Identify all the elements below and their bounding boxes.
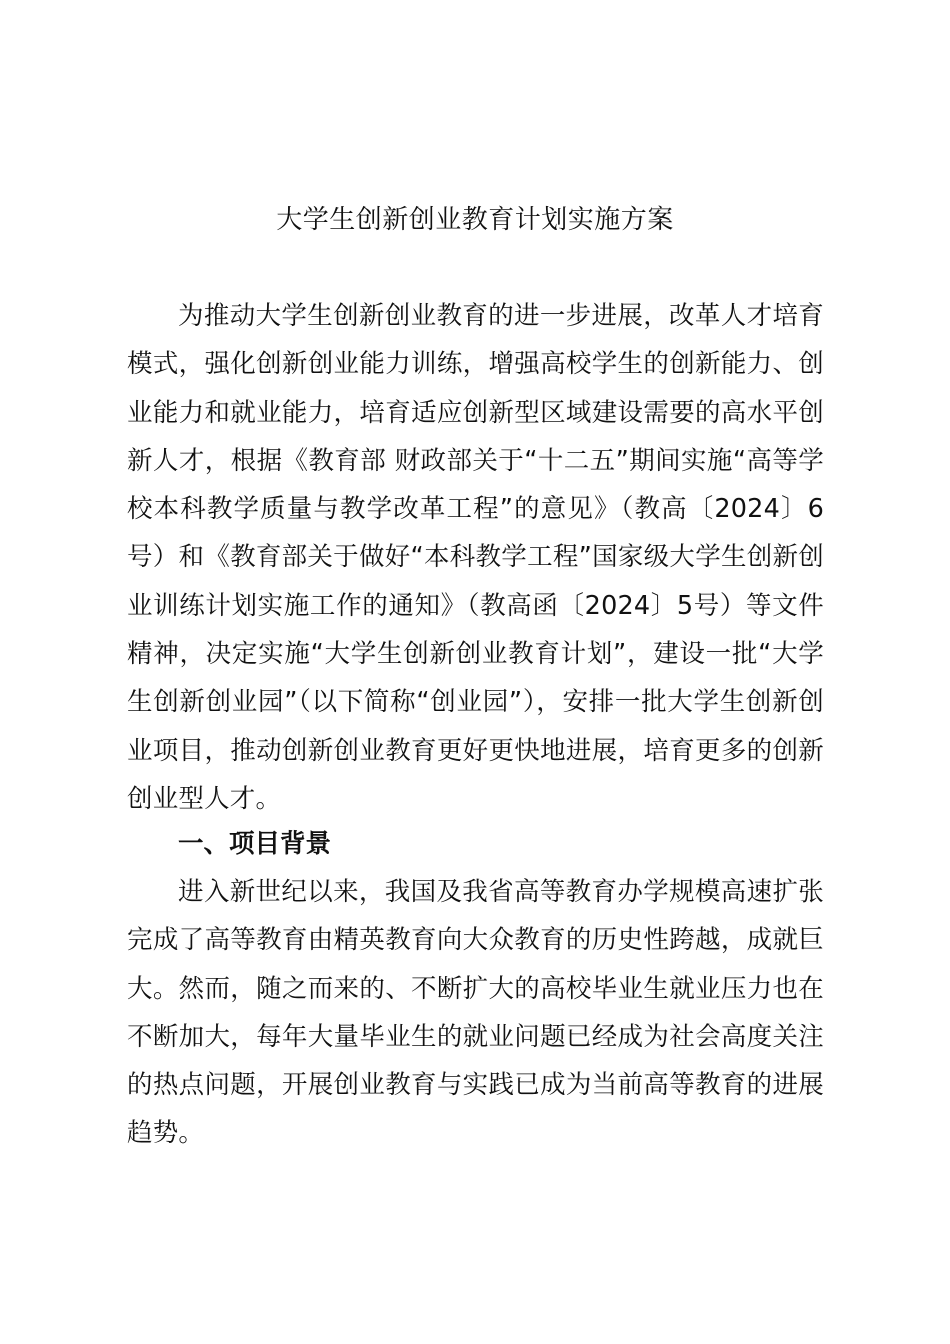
- document-title: 大学生创新创业教育计划实施方案: [276, 205, 674, 235]
- intro-paragraph: 为推动大学生创新创业教育的进一步进展，改革人才培育模式，强化创新创业能力训练，增强高校学生的创新能力、创业能力和就业能力，培育适应创新型区域建设需要的高水平创新人才，根据《教育部 财政部关于“十二五”期间实施“高等学校本科教学质量与教学改革工程”的意见》（教高〔2024〕6号）和《教育部关于做好“本科教学工程”国家级大学生创新创业训练计划实施工作的通知》（教高函〔2024〕5号）等文件精神，决定实施“大学生创新创业教育计划”，建设一批“大学生创新创业园”（以下简称“创业园”），安排一批大学生创新创业项目，推动创新创业教育更好更快地进展，培育更多的创新创业型人才。: [127, 301, 824, 814]
- section-paragraph: 进入新世纪以来，我国及我省高等教育办学规模高速扩张完成了高等教育由精英教育向大众教育的历史性跨越，成就巨大。然而，随之而来的、不断扩大的高校毕业生就业压力也在不断加大，每年大量毕业生的就业问题已经成为社会高度关注的热点问题，开展创业教育与实践已成为当前高等教育的进展趋势。: [127, 877, 824, 1149]
- section-heading: 一、项目背景: [178, 829, 332, 859]
